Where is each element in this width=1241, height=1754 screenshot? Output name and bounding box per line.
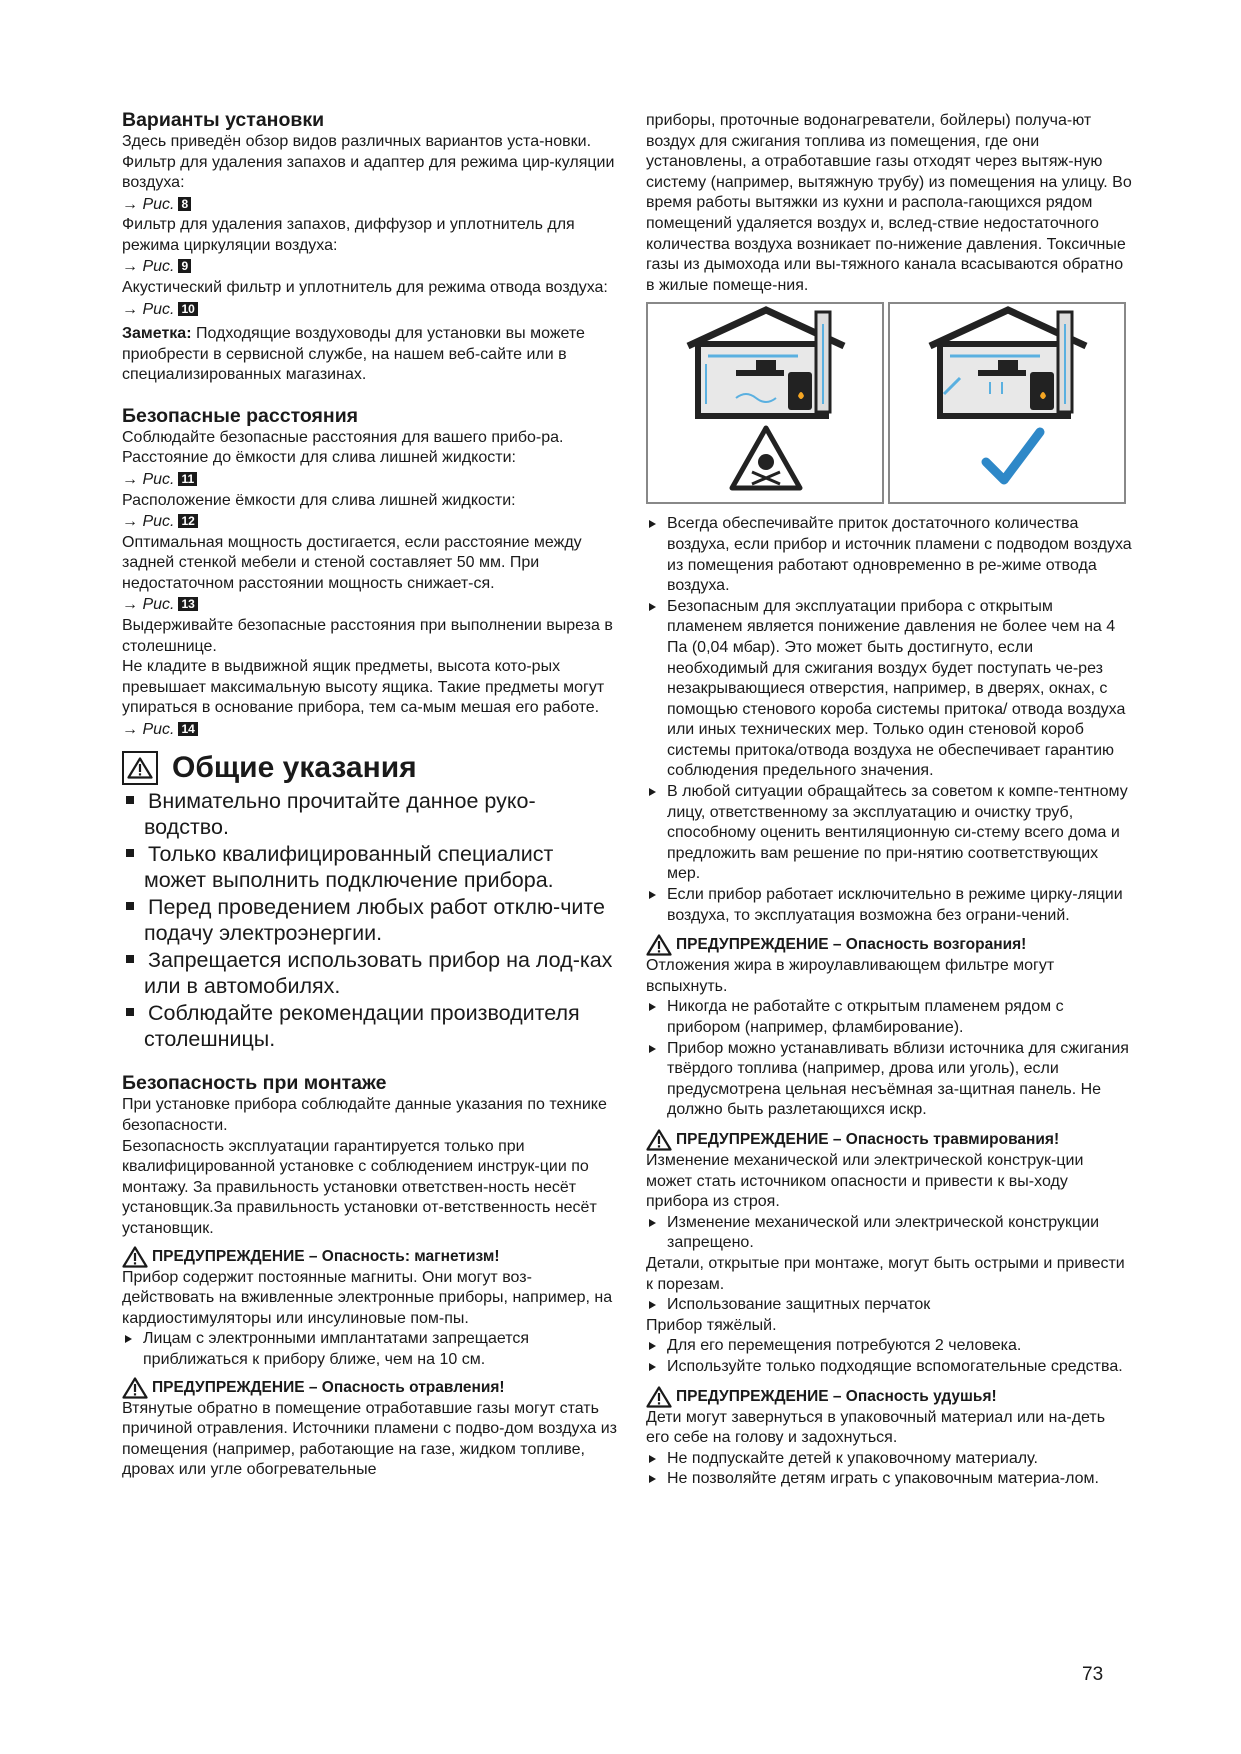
instruction-list [646,1295,1132,1316]
list-item: Используйте только подходящие вспомогательные средства. [646,1357,1132,1378]
paragraph: приборы, проточные водонагреватели, бойлеры) получа-ют воздух для сжигания топлива из помещения, где они установлены, а отработавшие газы отходят через вытяж-ную систему (например, вытяжную трубу) из помещения на улицу. Во время работы вытяжки из кухни и распола-гающихся рядом помещений удаляется воздух и, вслед-ствие недостаточного количества воздуха возникает по-нижение давления. Токсичные газы из дымохода или вы-тяжного канала всасываются обратно в жилые помеще-ния. [646,112,1132,294]
list-item: Внимательно прочитайте данное руко-водство. [122,788,618,840]
paragraph: Втянутые обратно в помещение отработавшие газы могут стать причиной отравления. Источники пламени с подво-дом воздуха из помещения (например, работающие на газе, жидком топливе, дровах или угле обогревательные [122,1399,617,1479]
instruction-list [646,1449,1132,1490]
list-item: Лицам с электронными имплантатами запрещается приближаться к прибору ближе, чем на 10 см. [122,1329,618,1370]
note: Заметка: Подходящие воздуховоды для установки вы можете приобрести в сервисной службе, на нашем веб-сайте или в специализированных магазинах. [122,325,585,384]
list-item: Для его перемещения потребуются 2 человека. [646,1336,1132,1357]
warning-heading-fire: ПРЕДУПРЕЖДЕНИЕ – Опасность возгорания! [646,934,1132,956]
paragraph: Прибор тяжёлый. [646,1316,777,1334]
list-item: Прибор можно устанавливать вблизи источника для сжигания твёрдого топлива (например, дрова или уголь), если предусмотрена цельная несъёмная за-щитная панель. Не должно быть разлетающихся искр. [646,1039,1132,1121]
figure-reference-10: → Рис. 10 [122,299,618,321]
list-item: Безопасным для эксплуатации прибора с открытым пламенем является понижение давления не более чем на 4 Па (0,04 мбар). Это может быть достигнуто, если необходимый для сжигания воздух будет поступать че-рез незакрывающиеся отверстия, например, в дверях, окнах, с помощью стенового короба системы притока/ отвода воздуха или иных технических мер. Только один стеновой короб системы притока/отвода воздуха не обеспечивает гарантию соблюдения предельного значения. [646,597,1132,782]
paragraph: Здесь приведён обзор видов различных вариантов уста-новки. [122,133,592,150]
figure-reference-8: → Рис. 8 [122,194,618,216]
paragraph: Детали, открытые при монтаже, могут быть острыми и привести к порезам. [646,1254,1125,1293]
illustration-danger [646,302,884,504]
paragraph: Фильтр для удаления запахов и адаптер для режима цир-куляции воздуха: [122,153,615,192]
instruction-list [646,514,1132,926]
warning-triangle-icon [122,1246,148,1268]
warning-heading-magnetism: ПРЕДУПРЕЖДЕНИЕ – Опасность: магнетизм! [122,1246,618,1268]
list-item: Всегда обеспечивайте приток достаточного количества воздуха, если прибор и источник пламени с подводом воздуха из помещения работают одновременно в ре-жиме отвода воздуха. [646,514,1132,596]
list-item: Изменение механической или электрической конструкции запрещено. [646,1213,1132,1254]
instruction-list [646,997,1132,1121]
paragraph: Прибор содержит постоянные магниты. Они могут воз-действовать на вживленные электронные приборы, например, на кардиостимуляторы или инсулиновые пом-пы. [122,1268,613,1327]
paragraph: Изменение механической или электрической конструк-ции может стать источником опасности и привести к вы-ходу прибора из строя. [646,1151,1084,1211]
section-title-safe-distances: Безопасные расстояния [122,404,359,427]
list-item: Не подпускайте детей к упаковочному материалу. [646,1449,1132,1470]
warning-heading-suffocation: ПРЕДУПРЕЖДЕНИЕ – Опасность удушья! [646,1386,1132,1408]
paragraph: Соблюдайте безопасные расстояния для вашего прибо-ра. [122,428,564,446]
page-number: 73 [1082,1664,1104,1685]
warning-icon [122,751,158,785]
right-column [646,111,1132,1490]
list-item: Запрещается использовать прибор на лод-ках или в автомобилях. [122,947,618,999]
figure-reference-11: → Рис. 11 [122,469,618,491]
left-column [122,108,618,1481]
paragraph: Оптимальная мощность достигается, если расстояние между задней стенкой мебели и стеной составляет 50 мм. При недостаточном расстоянии мощность снижает-ся. [122,533,582,592]
warning-heading-injury: ПРЕДУПРЕЖДЕНИЕ – Опасность травмирования! [646,1129,1132,1151]
paragraph: Отложения жира в жироулавливающем фильтре могут вспыхнуть. [646,957,1055,995]
ventilation-illustrations [646,302,1132,504]
warning-triangle-icon [646,1386,672,1408]
instruction-list [646,1336,1132,1377]
figure-reference-9: → Рис. 9 [122,256,618,278]
paragraph: Дети могут завернуться в упаковочный материал или на-деть его себе на голову и задохнуться. [646,1408,1106,1447]
paragraph: Безопасность эксплуатации гарантируется только при квалифицированной установке с соблюдением инструк-ции по монтажу. За правильность установки ответствен-ность несёт установщик.За правильность установки от-ветственность несёт установщик. [122,1137,597,1237]
instruction-list [122,1329,618,1370]
warning-triangle-icon [122,1377,148,1399]
general-instructions-list [122,788,618,1052]
list-item: Только квалифицированный специалист может выполнить подключение прибора. [122,841,618,893]
chapter-title: Общие указания [122,748,618,788]
list-item: Не позволяйте детям играть с упаковочным материа-лом. [646,1469,1132,1490]
instruction-list [646,1213,1132,1254]
list-item: Соблюдайте рекомендации производителя столешницы. [122,1000,618,1052]
paragraph: Фильтр для удаления запахов, диффузор и уплотнитель для режима циркуляции воздуха: [122,216,575,254]
list-item: В любой ситуации обращайтесь за советом к компе-тентному лицу, ответственному за эксплуатацию и очистку труб, способному оценить вентиляционную си-стему всего дома и предложить вам решение по при-нятию соответствующих мер. [646,782,1132,885]
paragraph: При установке прибора соблюдайте данные указания по технике безопасности. [122,1096,607,1134]
paragraph: Не кладите в выдвижной ящик предметы, высота кото-рых превышает максимальную высоту ящика. Такие предметы могут упираться в основание прибора, тем са-мым мешая его работе. [122,658,605,717]
list-item: Использование защитных перчаток [646,1295,1132,1316]
warning-heading-poisoning: ПРЕДУПРЕЖДЕНИЕ – Опасность отравления! [122,1377,618,1399]
paragraph: Расстояние до ёмкости для слива лишней жидкости: [122,449,516,467]
paragraph: Выдерживайте безопасные расстояния при выполнении выреза в столешнице. [122,616,613,655]
paragraph: Расположение ёмкости для слива лишней жидкости: [122,491,516,509]
list-item: Если прибор работает исключительно в режиме цирку-ляции воздуха, то эксплуатация возможна без ограни-чений. [646,885,1132,926]
illustration-safe [888,302,1126,504]
section-title-install-variants: Варианты установки [122,109,325,131]
list-item: Никогда не работайте с открытым пламенем рядом с прибором (например, фламбирование). [646,997,1132,1038]
section-title-mounting-safety: Безопасность при монтаже [122,1072,387,1095]
warning-triangle-icon [646,934,672,956]
figure-reference-13: → Рис. 13 [122,594,618,616]
paragraph: Акустический фильтр и уплотнитель для режима отвода воздуха: [122,278,608,296]
figure-reference-14: → Рис. 14 [122,719,618,741]
figure-reference-12: → Рис. 12 [122,511,618,533]
warning-triangle-icon [646,1129,672,1151]
list-item: Перед проведением любых работ отклю-чите подачу электроэнергии. [122,894,618,946]
